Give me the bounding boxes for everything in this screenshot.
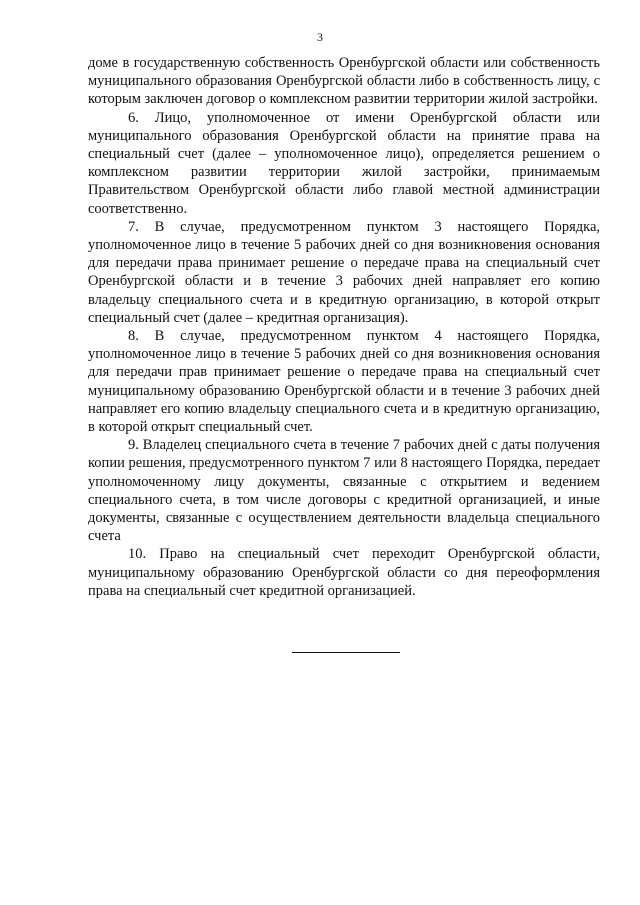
paragraph-item-10: 10. Право на специальный счет переходит Оренбургской области, муниципальному образованию Оренбургской области со дня переоформления права на специальный счет кредитной организацией. xyxy=(88,546,600,599)
paragraph-item-8: 8. В случае, предусмотренном пунктом 4 настоящего Порядка, уполномоченное лицо в течение 5 рабочих дней со дня возникновения основания для передачи прав принимает решение о передаче права на специальный счет муниципальному образованию Оренбургской области и в течение 3 рабочих дней направляет его копию владельцу специального счета и в кредитную организацию, в которой открыт специальный счет. xyxy=(88,328,600,436)
page-number: 3 xyxy=(317,30,323,44)
paragraph-item-7: 7. В случае, предусмотренном пунктом 3 настоящего Порядка, уполномоченное лицо в течение 5 рабочих дней со дня возникновения основания для передачи права принимает решение о передаче права на специальный счет Оренбургской области и в течение 3 рабочих дней направляет его копию владельцу специального счета и в кредитную организацию, в которой открыт специальный счет (далее – кредитная организация). xyxy=(88,218,600,326)
end-of-document-rule xyxy=(292,652,400,653)
document-body xyxy=(88,54,600,600)
paragraph-continuation: доме в государственную собственность Оренбургской области или собственность муниципального образования Оренбургской области либо в собственность лицу, с которым заключен договор о комплексном развитии территории жилой застройки. xyxy=(88,55,600,108)
paragraph-item-6: 6. Лицо, уполномоченное от имени Оренбургской области или муниципального образования Оренбургской области на принятие права на специальный счет (далее – уполномоченное лицо), определяется решением о комплексном развитии территории жилой застройки, принимаемым Правительством Оренбургской области либо главой местной администрации соответственно. xyxy=(88,109,600,217)
paragraph-item-9: 9. Владелец специального счета в течение 7 рабочих дней с даты получения копии решения, предусмотренного пунктом 7 или 8 настоящего Порядка, передает уполномоченному лицу документы, связанные с открытием и ведением специального счета, в том числе договоры с кредитной организацией, и иные документы, связанные с осуществлением деятельности владельца специального счета xyxy=(88,437,600,545)
